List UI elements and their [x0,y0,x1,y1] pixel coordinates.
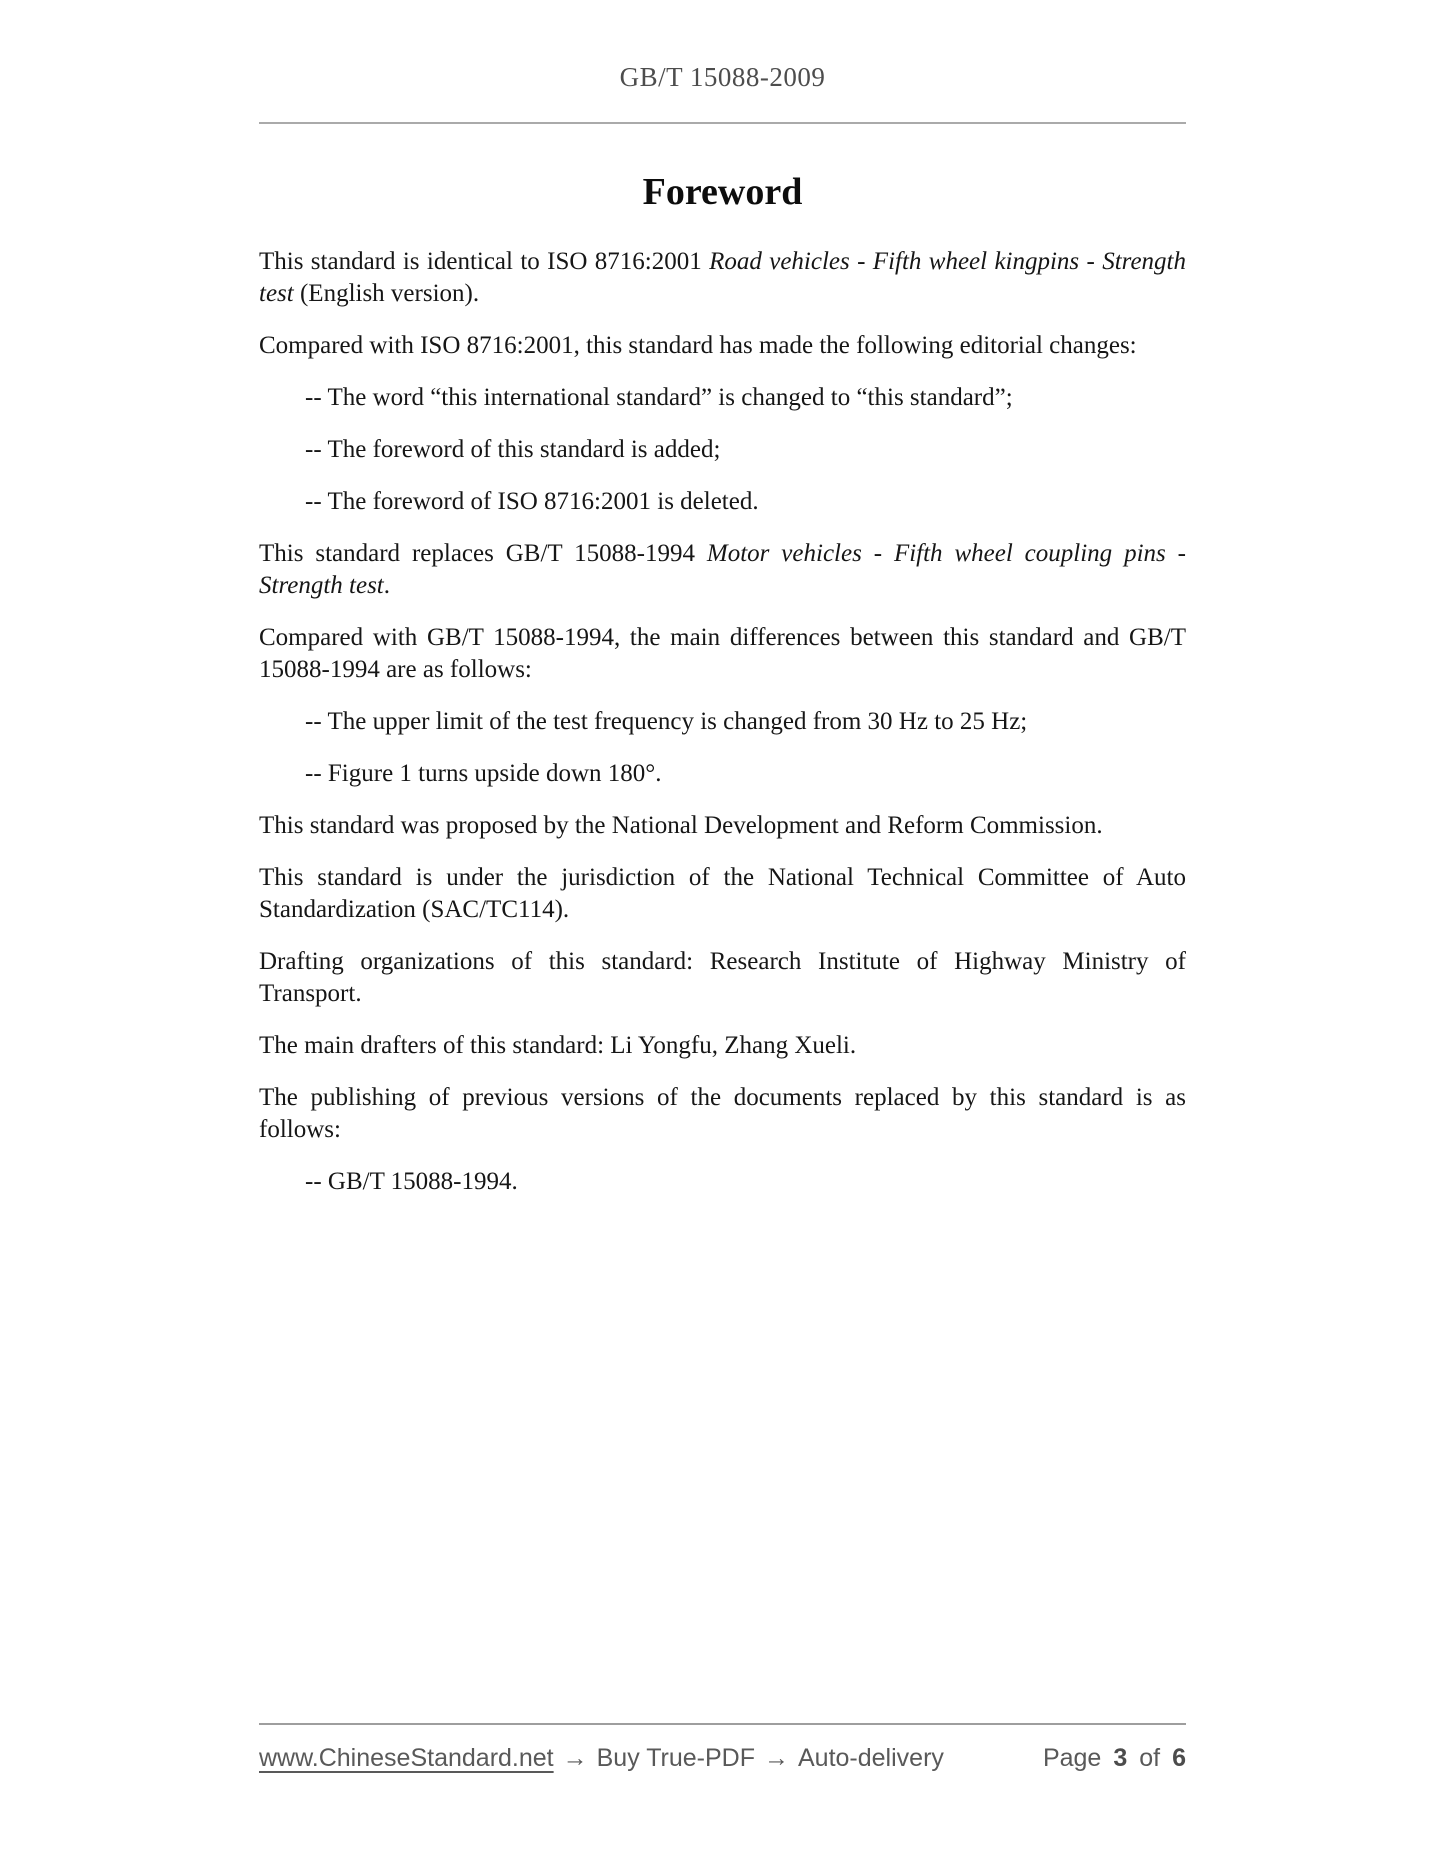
total-page-number: 6 [1172,1744,1186,1772]
standard-title-italic: Road vehicles - Fifth wheel kingpins - Strength test [259,248,1187,307]
current-page-number: 3 [1113,1744,1128,1772]
paragraph-proposed-by: This standard was proposed by the National Development and Reform Commission. [259,812,1103,839]
paragraph-previous-versions: The publishing of previous versions of the documents replaced by this standard is as follows: [259,1084,1186,1143]
footer-delivery-label: Auto-delivery [798,1744,944,1772]
footer-buy-label: Buy True-PDF [596,1744,755,1772]
paragraph-drafting-organizations: Drafting organizations of this standard: Research Institute of Highway Ministry of Transport. [259,948,1186,1007]
list-item-foreword-added: -- The foreword of this standard is added; [305,436,721,463]
page-title: Foreword [642,171,803,213]
footer [259,1744,1186,1773]
paragraph-text: This standard is identical to ISO 8716:2001 [259,248,710,275]
footer-site-link[interactable]: www.ChineseStandard.net [259,1744,554,1772]
paragraph-jurisdiction: This standard is under the jurisdiction of the National Technical Committee of Auto Standardization (SAC/TC114). [259,864,1186,923]
list-item-previous-version: -- GB/T 15088-1994. [305,1168,518,1195]
list-item-foreword-deleted: -- The foreword of ISO 8716:2001 is deleted. [305,488,759,515]
document-body [259,168,1186,1218]
footer-divider [259,1723,1186,1725]
header-divider [259,122,1186,124]
list-item-figure-rotation: -- Figure 1 turns upside down 180°. [305,760,662,787]
doc-number-header: GB/T 15088-2009 [619,62,826,92]
page-indicator [1043,1744,1186,1773]
paragraph-text: . [383,572,391,599]
of-word: of [1139,1744,1161,1772]
arrow-icon: → [562,1744,588,1772]
paragraph-identical-standard [259,246,1186,310]
paragraph-text: This standard replaces GB/T 15088-1994 [259,540,707,567]
paragraph-editorial-changes: Compared with ISO 8716:2001, this standard has made the following editorial changes: [259,332,1137,359]
paragraph-main-drafters: The main drafters of this standard: Li Yongfu, Zhang Xueli. [259,1032,857,1059]
arrow-icon: → [764,1744,789,1772]
list-item-frequency-change: -- The upper limit of the test frequency is changed from 30 Hz to 25 Hz; [305,708,1028,735]
standard-title-italic: Motor vehicles - Fifth wheel coupling pins - Strength test [259,540,1186,599]
paragraph-main-differences: Compared with GB/T 15088-1994, the main differences between this standard and GB/T 15088-1994 are as follows: [259,624,1186,683]
page-word: Page [1042,1744,1102,1772]
list-item-word-change: -- The word “this international standard” is changed to “this standard”; [305,384,1013,411]
footer-info [259,1744,944,1773]
paragraph-text: (English version). [293,280,480,307]
paragraph-replaces-standard [259,538,1186,602]
